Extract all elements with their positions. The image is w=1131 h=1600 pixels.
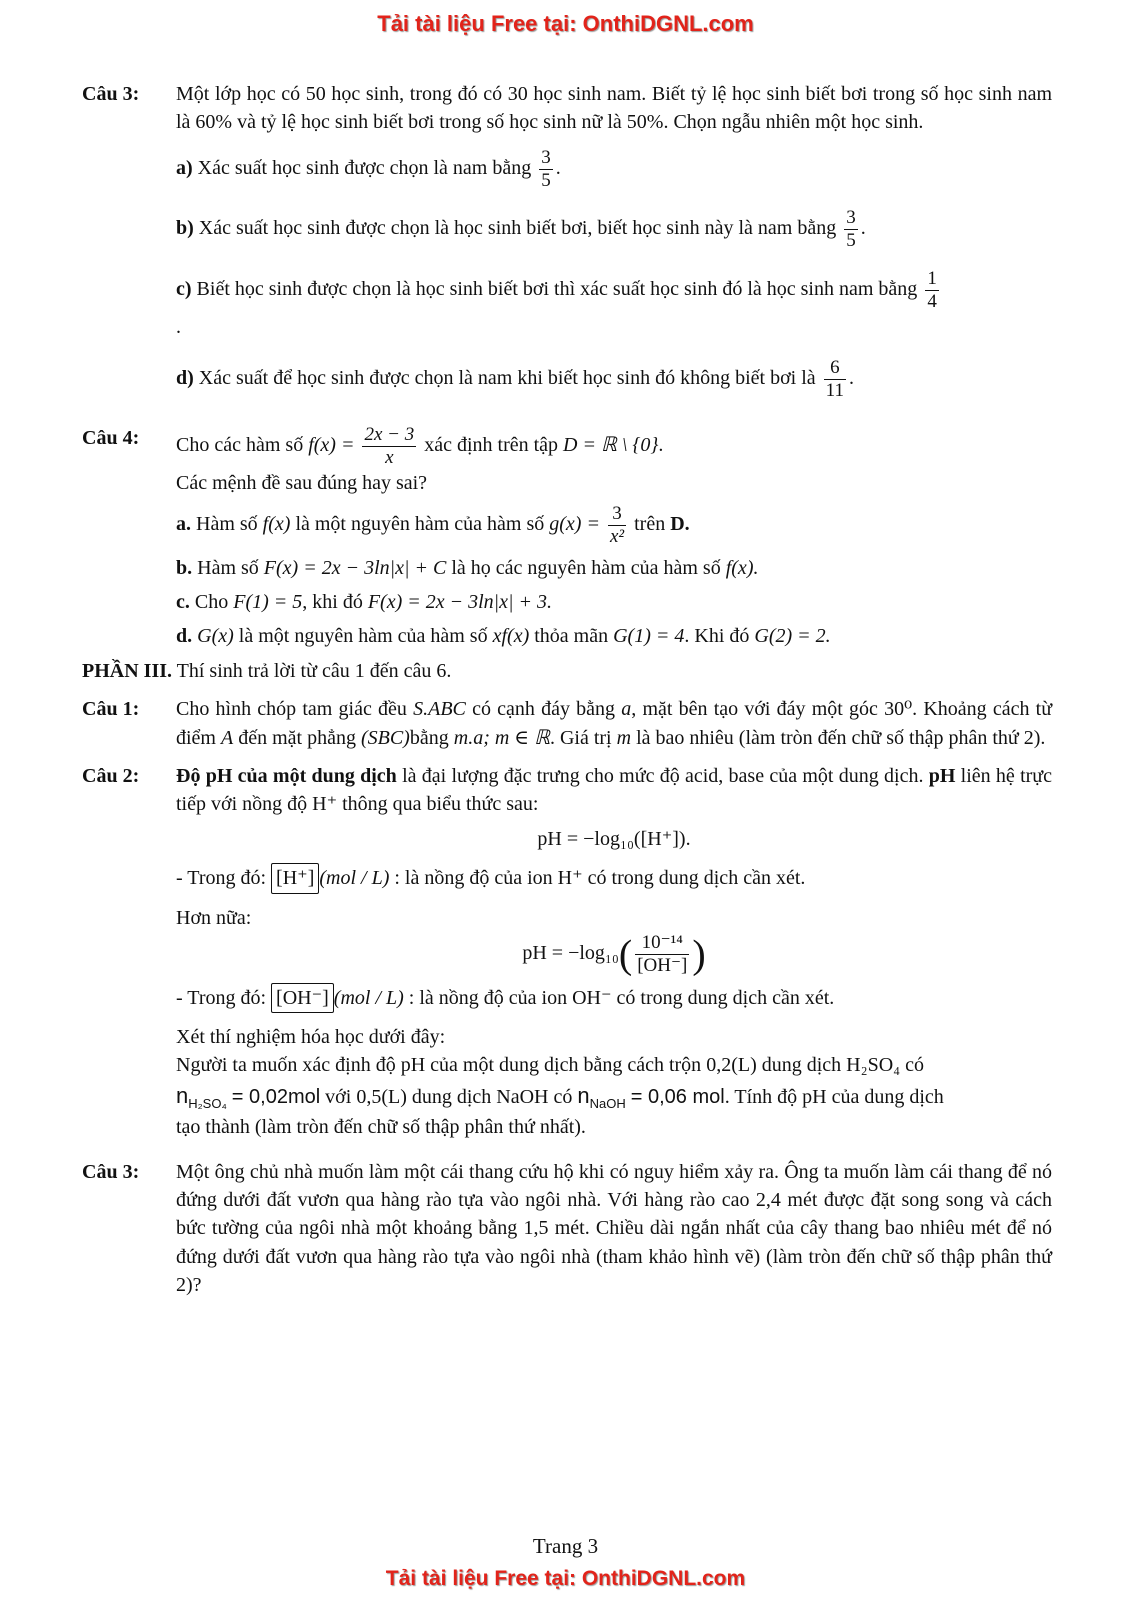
question-prompt: Các mệnh đề sau đúng hay sai?	[176, 471, 428, 494]
fraction: $\frac{6}{11}$	[825, 357, 844, 402]
statement-a: a. Hàm số f(x) là một nguyên hàm của hàm số g(x) = $\frac{3}{\text{x²}}$ trên D.	[176, 503, 690, 547]
fraction: $\frac{\text{10⁻¹⁴}}{[OH^-]}$	[637, 931, 688, 976]
fraction: $\frac{2x - 3}{x}$	[364, 423, 415, 468]
part-3-heading: PHẦN III. Thí sinh trả lời từ câu 1 đến câu 6.	[82, 659, 452, 682]
question-intro: Một lớp học có 50 học sinh, trong đó có 30 học sinh nam. Biết tỷ lệ học sinh biết bơi trong số học sinh nam là 60% và tỷ lệ học sinh biết bơi trong số học sinh nữ là 50%. Chọn ngẫu nhiên một học sinh.	[176, 83, 1052, 134]
question-3-probability	[82, 80, 1052, 137]
top-banner[interactable]: Tải tài liệu Free tại: OnthiDGNL.com	[377, 11, 754, 36]
question-label: Câu 4:	[82, 426, 140, 449]
question-label: Câu 3:	[82, 83, 140, 105]
bottom-banner[interactable]: Tải tài liệu Free tại: OnthiDGNL.com	[385, 1567, 746, 1590]
statement-c: c) Biết học sinh được chọn là học sinh biết bơi thì xác suất học sinh đó là học sinh nam bằng $\frac{1}{4}$ .	[176, 268, 937, 338]
fraction: $\frac{1}{4}$	[927, 268, 937, 312]
part3-question-2: Câu 2: Độ pH của một dung dịch là đại lượng đặc trưng cho mức độ acid, base của một dung dịch. pH liên hệ trực tiếp với nồng độ H⁺ thông qua biểu thức sau: pH = −log₁₀([H⁺]). - Trong đó: [H⁺] (mol / L) : là nồng độ của ion H⁺ có trong dung dịch cần xét. Hơn nữa: pH = −log₁₀( $\frac{\text{10⁻¹⁴}}{[OH^-]}$ ) - Trong đó: [OH⁻] (mol / L) : là nồng độ của ion OH⁻ có trong dung dịch cần xét. Xét thí nghiệm hóa học dưới đây: Người ta muốn xác định độ pH của một dung dịch bằng cách trộn 0,2(L) dung dịch H₂SO₄ có $n_{H_2SO_4} = 0,02mol$ với 0,5(L) dung dịch NaOH có $n_{NaOH} = 0,06$ mol. Tính độ pH của dung dịch tạo thành (làm tròn đến chữ số thập phân thứ nhất).	[82, 762, 1052, 1142]
fraction: $\frac{3}{5}$	[541, 146, 551, 191]
note-h-ion: - Trong đó: [H⁺] (mol / L) : là nồng độ của ion H⁺ có trong dung dịch cần xét.	[176, 863, 1052, 893]
part3-question-1: Câu 1: Cho hình chóp tam giác đều S.ABC có cạnh đáy bằng a, mặt bên tạo với đáy một góc 30⁰. Khoảng cách từ điểm A đến mặt phẳng (SBC)bằng m.a; m ∈ ℝ. Giá trị m là bao nhiêu (làm tròn đến chữ số thập phân thứ 2).	[82, 698, 1053, 749]
statement-c: c. Cho F(1) = 5, khi đó F(x) = 2x − 3ln|x| + 3.	[176, 591, 553, 614]
statement-d: d. G(x) là một nguyên hàm của hàm số xf(x) thỏa mãn G(1) = 4. Khi đó G(2) = 2.	[176, 625, 831, 648]
part3-question-3: Câu 3: Một ông chủ nhà muốn làm một cái thang cứu hộ khi có nguy hiểm xảy ra. Ông ta muốn làm cái thang để nó đứng dưới đất vươn qua hàng rào tựa vào ngôi nhà. Với hàng rào cao 2,4 mét được đặt song song và cách bức tường của ngôi nhà một khoảng bằng 1,5 mét. Chiều dài ngắn nhất của cây thang bao nhiêu mét để nó đứng dưới đất vươn qua hàng rào tựa vào ngôi nhà (tham khảo hình vẽ) (làm tròn đến chữ số thập phân thứ 2)?	[82, 1160, 1052, 1297]
statement-a: a) Xác suất học sinh được chọn là nam bằng $\frac{3}{5}$ .	[176, 146, 561, 191]
question-4: Câu 4: Cho các hàm số f(x) = $\frac{2x - 3}{x}$ xác định trên tập D = ℝ \ {0}. Các mệnh đề sau đúng hay sai?	[82, 424, 1052, 497]
fraction: $\frac{3}{\text{x²}}$	[609, 503, 625, 547]
statement-b: b) Xác suất học sinh được chọn là học sinh biết bơi, biết học sinh này là nam bằng $\frac{3}{5}$ .	[176, 207, 866, 252]
page-number: Trang 3	[532, 1534, 599, 1558]
ph-formula: pH = −log₁₀([H⁺]).	[537, 827, 691, 850]
note-oh-ion: - Trong đó: [OH⁻] (mol / L) : là nồng độ của ion OH⁻ có trong dung dịch cần xét.	[176, 983, 1052, 1013]
statement-b: b. Hàm số F(x) = 2x − 3ln|x| + C là họ các nguyên hàm của hàm số f(x).	[176, 556, 759, 579]
page-content	[82, 80, 1052, 1300]
fraction: $\frac{3}{5}$	[846, 207, 856, 252]
experiment-text: Người ta muốn xác định độ pH của một dung dịch bằng cách trộn 0,2(L) dung dịch H₂SO₄ có $n_{H_2SO_4} = 0,02mol$ với 0,5(L) dung dịch NaOH có $n_{NaOH} = 0,06$ mol. Tính độ pH của dung dịch tạo thành (làm tròn đến chữ số thập phân thứ nhất).	[176, 1054, 944, 1139]
statement-d: d) Xác suất để học sinh được chọn là nam khi biết học sinh đó không biết bơi là $\frac{6}{11}$ .	[176, 357, 854, 402]
ph-formula-oh: pH = −log₁₀( $\frac{\text{10⁻¹⁴}}{[OH^-]}$ )	[522, 931, 706, 977]
